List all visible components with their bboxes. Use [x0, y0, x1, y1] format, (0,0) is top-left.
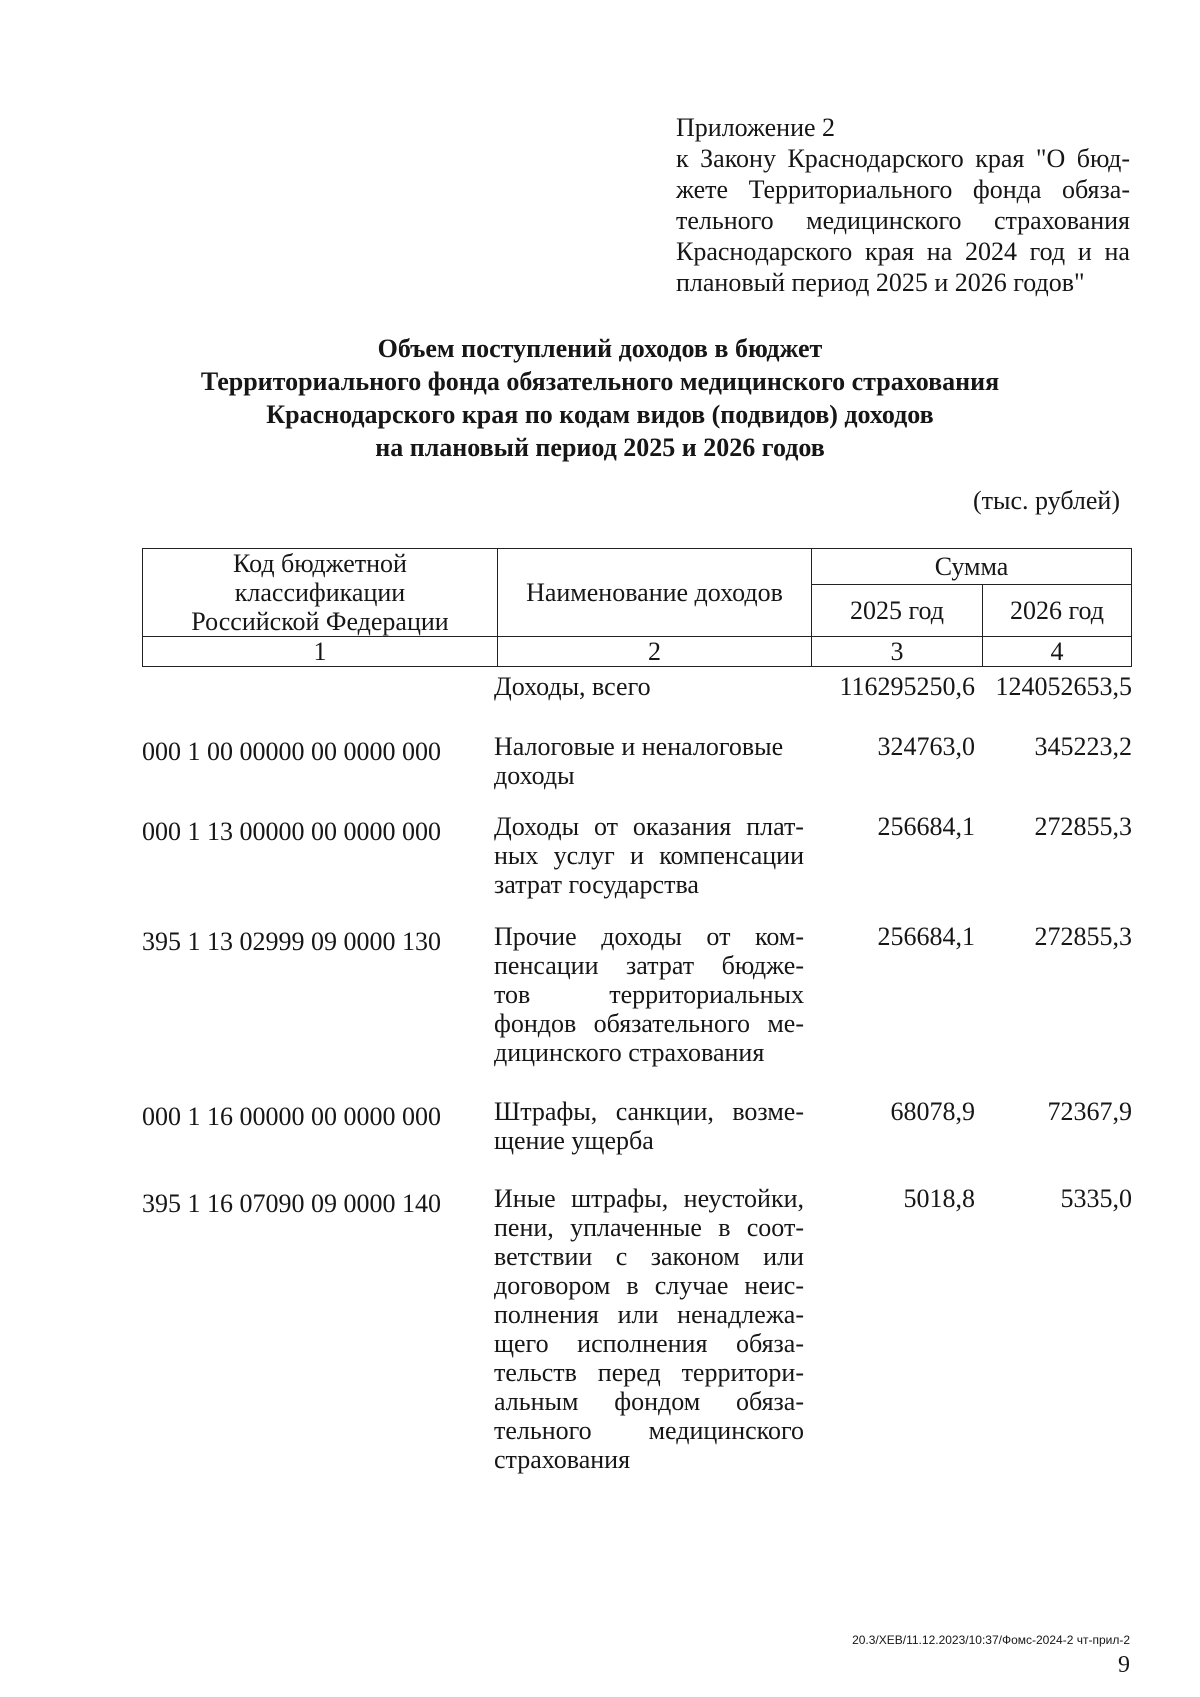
- table-row: [142, 812, 1132, 922]
- row-value-2026: 124052653,5: [995, 672, 1132, 701]
- table-row: [142, 672, 1132, 732]
- row-value-2026: 72367,9: [1047, 1097, 1132, 1126]
- row-name: Штрафы, санкции, возме- щение ущерба: [494, 1097, 804, 1155]
- annex-line: плановый период 2025 и 2026 годов": [676, 268, 1085, 297]
- title-line: Краснодарского края по кодам видов (подвидов) доходов: [266, 400, 934, 429]
- row-value-2026: 345223,2: [1034, 732, 1132, 761]
- annex-line: Краснодарского края на 2024 год и на: [676, 237, 1130, 266]
- row-name: Прочие доходы от ком- пенсации затрат бюдже- тов территориальных фондов обязательного ме- дицинского страхования: [494, 922, 804, 1067]
- table-row: [142, 922, 1132, 1097]
- annex-line: тельного медицинского страхования: [676, 206, 1130, 235]
- title-line: Объем поступлений доходов в бюджет: [377, 334, 823, 363]
- table-row: [142, 732, 1132, 812]
- row-name: Доходы, всего: [494, 672, 651, 701]
- row-name: Иные штрафы, неустойки, пени, уплаченные в соот- ветствии с законом или договором в случае неис- полнения или ненадлежа- щего исполнения обяза- тельств перед территори- альным фондом обяза- тельного медицинского страхования: [494, 1184, 804, 1474]
- annex-label: Приложение 2: [676, 113, 836, 142]
- table-row: [142, 1097, 1132, 1184]
- row-code: 395 1 16 07090 09 0000 140: [142, 1189, 441, 1218]
- header-code: Код бюджетной классификации Российской Федерации: [143, 549, 498, 637]
- annex-reference: [676, 112, 1130, 298]
- row-value-2026: 272855,3: [1034, 812, 1132, 841]
- row-code: 000 1 16 00000 00 0000 000: [142, 1102, 441, 1131]
- row-code: 000 1 13 00000 00 0000 000: [142, 817, 441, 846]
- row-code: 395 1 13 02999 09 0000 130: [142, 927, 441, 956]
- row-value-2026: 272855,3: [1034, 922, 1132, 951]
- title-line: на плановый период 2025 и 2026 годов: [375, 433, 825, 462]
- column-number: 2: [498, 637, 812, 667]
- header-year-2025: 2025 год: [812, 585, 983, 637]
- document-title: [110, 332, 1090, 464]
- title-line: Территориального фонда обязательного медицинского страхования: [200, 367, 1000, 396]
- row-value-2025: 256684,1: [877, 812, 975, 841]
- unit-label: (тыс. рублей): [972, 486, 1120, 515]
- header-name: Наименование доходов: [498, 549, 812, 637]
- document-reference: 20.3/ХЕВ/11.12.2023/10:37/Фомс-2024-2 чт-прил-2: [852, 1633, 1130, 1647]
- row-value-2025: 324763,0: [877, 732, 975, 761]
- row-name: Доходы от оказания плат- ных услуг и компенсации затрат государства: [494, 812, 804, 899]
- row-value-2025: 116295250,6: [839, 672, 975, 701]
- header-sum: Сумма: [812, 549, 1132, 585]
- table-row: [142, 1184, 1132, 1494]
- table-body: [142, 672, 1132, 1494]
- annex-line: жете Территориального фонда обяза-: [676, 175, 1130, 204]
- column-number: 4: [983, 637, 1132, 667]
- table-header: [142, 548, 1132, 667]
- row-value-2026: 5335,0: [1060, 1184, 1132, 1213]
- row-value-2025: 256684,1: [877, 922, 975, 951]
- row-value-2025: 5018,8: [903, 1184, 975, 1213]
- row-value-2025: 68078,9: [890, 1097, 975, 1126]
- column-number: 3: [812, 637, 983, 667]
- column-number: 1: [143, 637, 498, 667]
- header-year-2026: 2026 год: [983, 585, 1132, 637]
- row-name: Налоговые и неналоговые доходы: [494, 732, 784, 790]
- row-code: 000 1 00 00000 00 0000 000: [142, 737, 441, 766]
- annex-line: к Закону Краснодарского края "О бюд-: [676, 144, 1130, 173]
- page-number: 9: [1118, 1652, 1130, 1678]
- row-code: [142, 672, 494, 677]
